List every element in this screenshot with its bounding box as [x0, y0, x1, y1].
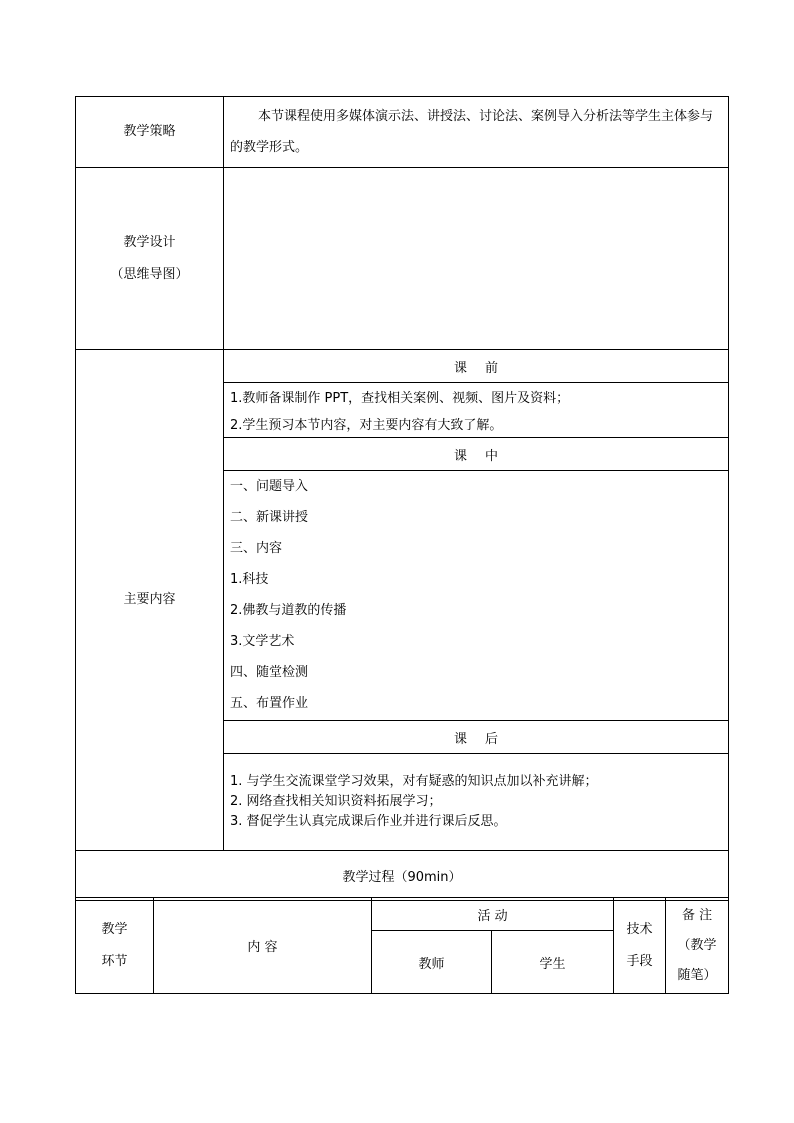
list-item: 1. 与学生交流课堂学习效果，对有疑惑的知识点加以补充讲解；	[230, 774, 598, 789]
design-label-line1: 教学设计	[123, 234, 176, 250]
list-item: 2.学生预习本节内容，对主要内容有大致了解。	[230, 418, 503, 433]
list-item: 3. 督促学生认真完成课后作业并进行课后反思。	[230, 814, 507, 829]
notes-header-line1: 备 注	[681, 907, 713, 923]
list-item: 2. 网络查找相关知识资料拓展学习；	[230, 794, 442, 809]
lesson-plan-table	[75, 96, 729, 901]
tech-header	[614, 898, 666, 994]
mind-map-area	[224, 168, 729, 350]
list-item: 三、内容	[230, 541, 283, 556]
tech-header-line2: 手段	[626, 953, 653, 969]
after-class-heading: 课后	[224, 721, 729, 754]
stage-header-line1: 教学	[101, 921, 128, 937]
during-class-list	[224, 471, 729, 721]
list-item: 四、随堂检测	[230, 665, 309, 680]
strategy-text: 本节课程使用多媒体演示法、讲授法、讨论法、案例导入分析法等学生主体参与的教学形式。	[230, 109, 714, 155]
before-class-list	[224, 383, 729, 438]
strategy-text-cell	[224, 97, 729, 168]
list-item: 1.教师备课制作 PPT，查找相关案例、视频、图片及资料；	[230, 391, 570, 406]
tech-header-line1: 技术	[626, 921, 653, 937]
student-header: 学生	[492, 931, 614, 994]
content-header: 内 容	[154, 898, 372, 994]
list-item: 一、问题导入	[230, 479, 309, 494]
process-table	[75, 897, 729, 994]
strategy-label: 教学策略	[76, 97, 224, 168]
list-item: 3.文学艺术	[230, 634, 295, 649]
activity-header: 活 动	[372, 898, 614, 931]
process-title: 教学过程（90min）	[76, 851, 729, 901]
notes-header-line2: （教学	[677, 937, 717, 953]
notes-header-line3: 随笔）	[677, 967, 717, 983]
teacher-header: 教师	[372, 931, 492, 994]
design-label-line2: （思维导图）	[110, 266, 189, 282]
after-class-list	[224, 754, 729, 851]
stage-header	[76, 898, 154, 994]
list-item: 二、新课讲授	[230, 510, 309, 525]
design-label	[76, 168, 224, 350]
before-class-heading: 课前	[224, 350, 729, 383]
main-content-label: 主要内容	[76, 350, 224, 851]
list-item: 1.科技	[230, 572, 269, 587]
list-item: 2.佛教与道教的传播	[230, 603, 347, 618]
notes-header	[666, 898, 729, 994]
during-class-heading: 课中	[224, 438, 729, 471]
stage-header-line2: 环节	[101, 953, 128, 969]
list-item: 五、布置作业	[230, 696, 309, 711]
